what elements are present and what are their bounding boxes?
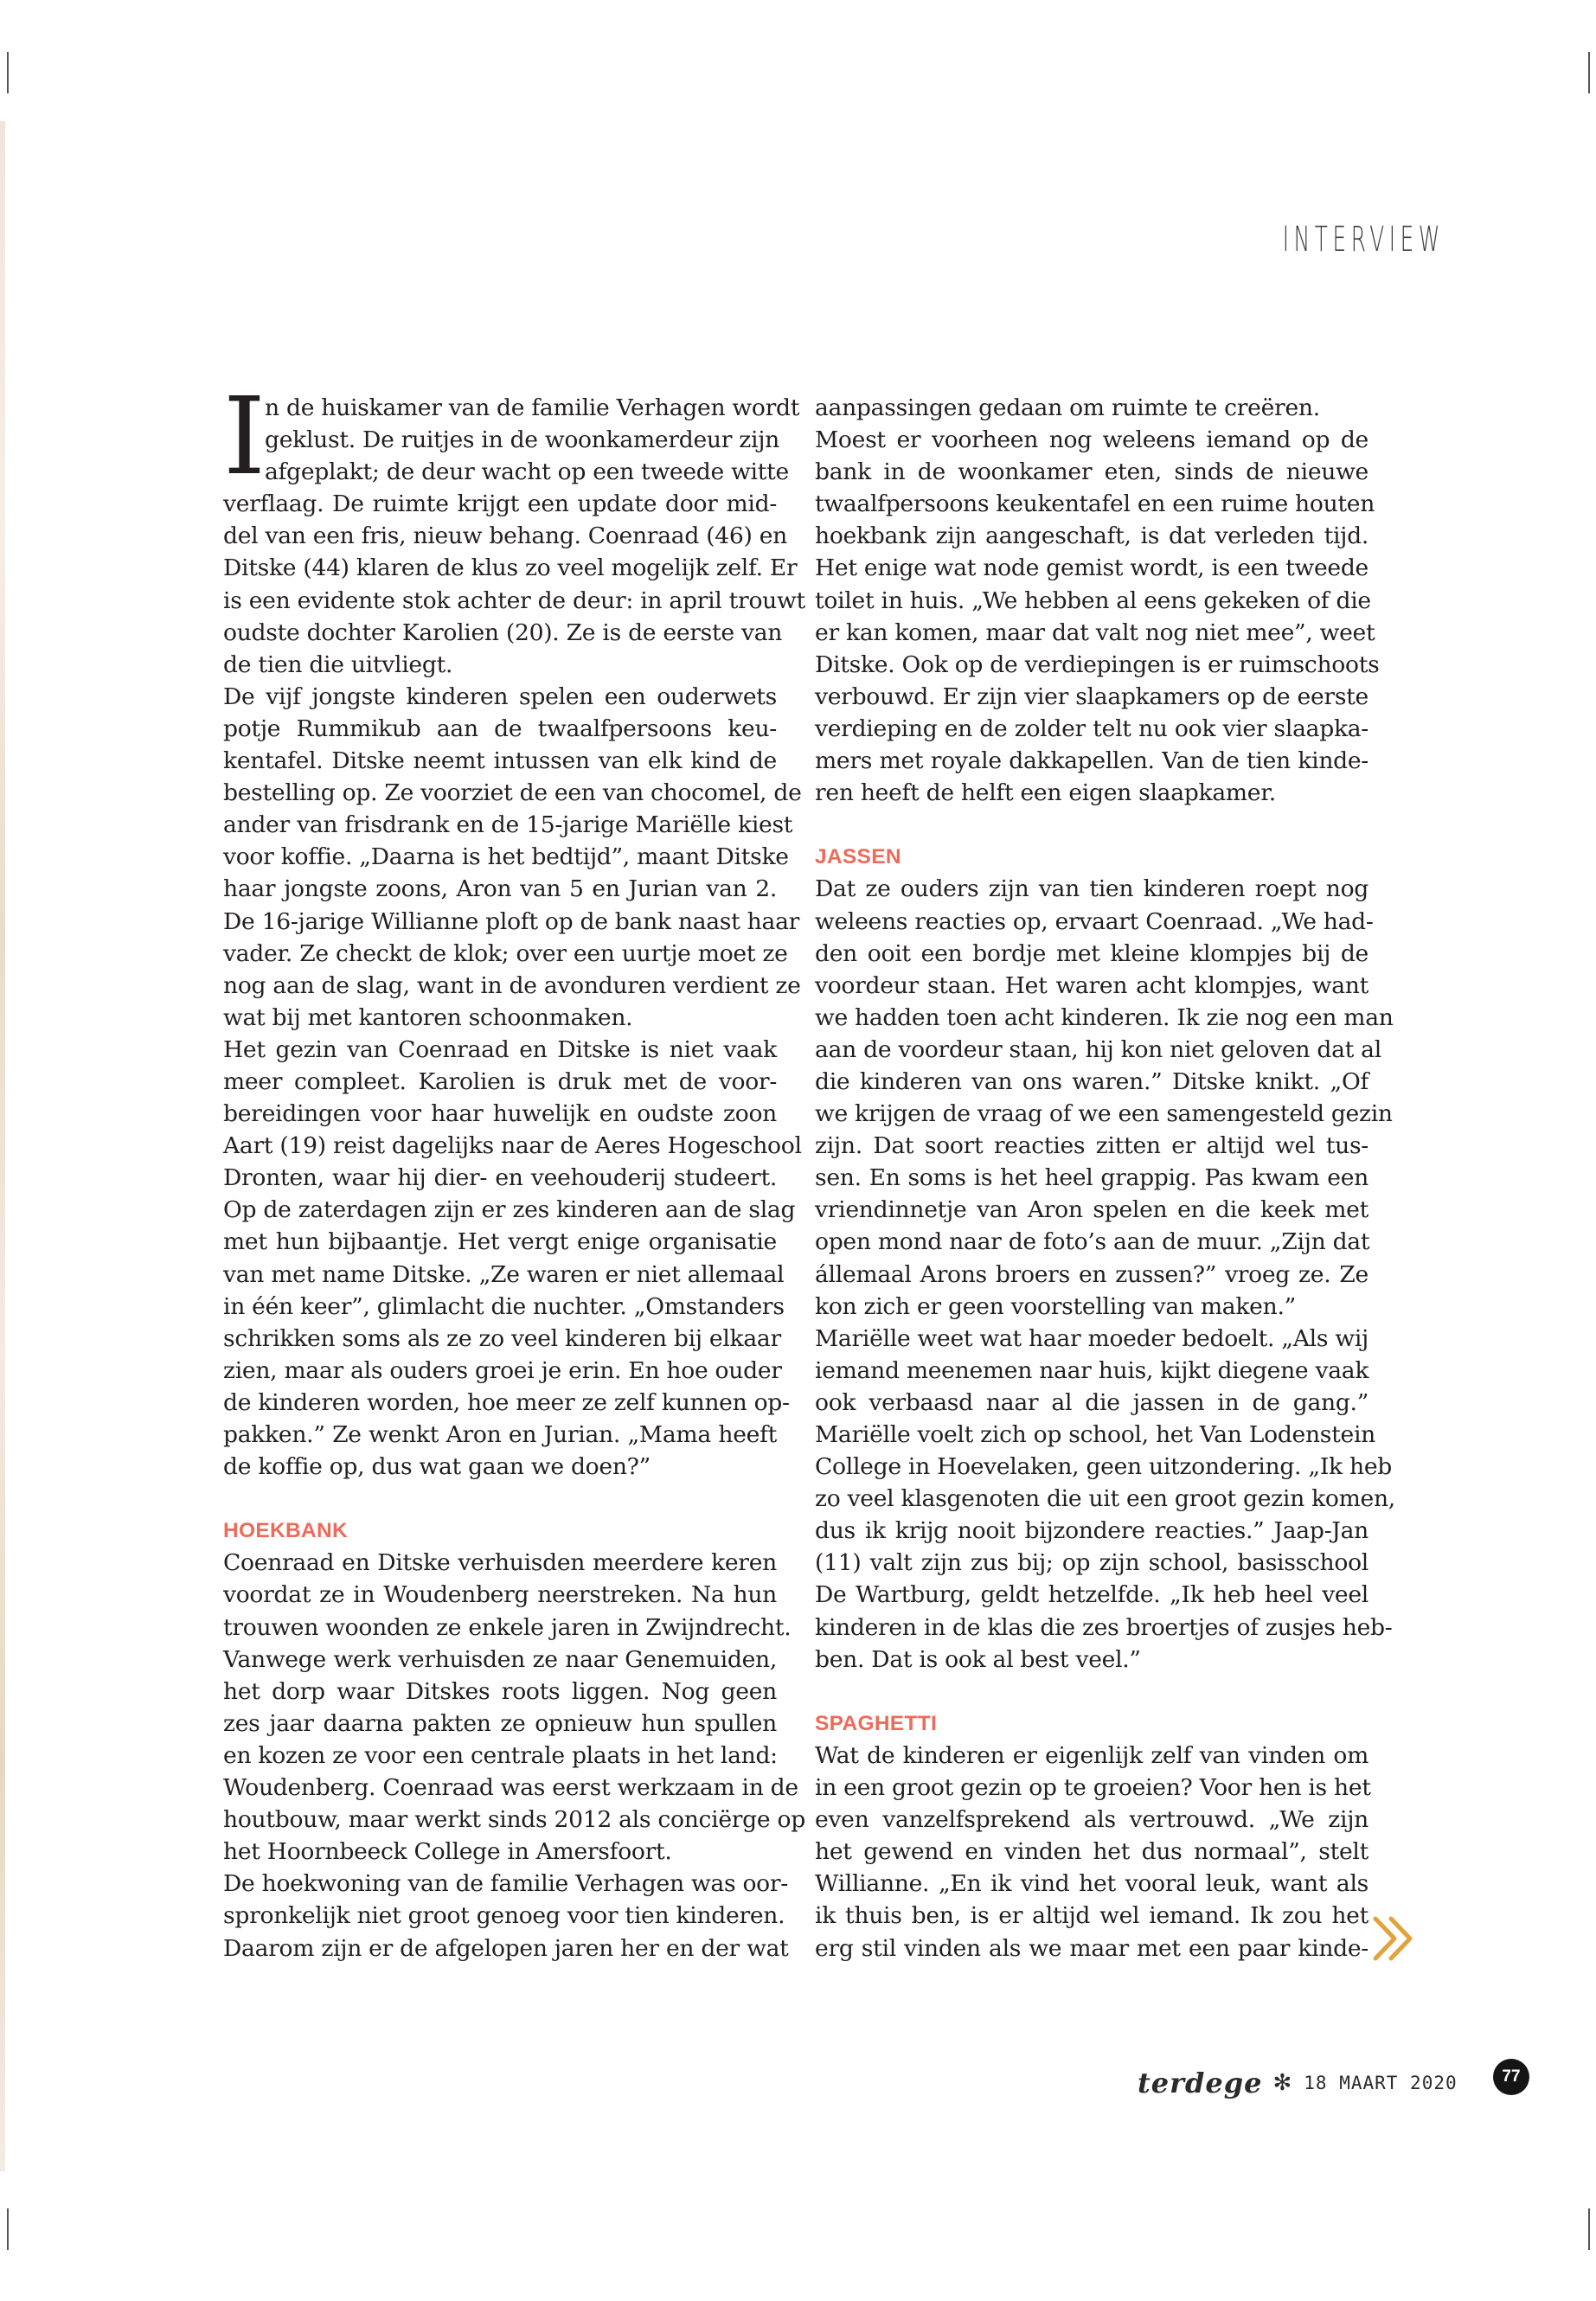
text-line: even vanzelfsprekend als vertrouwd. „We zijn bbox=[815, 1806, 1368, 1834]
page-number: 77 bbox=[1493, 2059, 1529, 2095]
text-line: de tien die uitvliegt. bbox=[223, 651, 453, 678]
text-line: er kan komen, maar dat valt nog niet mee”, weet bbox=[815, 619, 1375, 646]
text-line: die kinderen van ons waren.” Ditske knikt. „Of bbox=[815, 1067, 1368, 1095]
crop-mark-top-left bbox=[7, 52, 9, 93]
text-line: spronkelijk niet groot genoeg voor tien kinderen. bbox=[223, 1902, 785, 1930]
text-line: ik thuis ben, is er altijd wel iemand. Ik zou het bbox=[815, 1902, 1368, 1930]
text-line: open mond naar de foto’s aan de muur. „Zijn dat bbox=[815, 1228, 1370, 1256]
text-line: nog aan de slag, want in de avonduren verdient ze bbox=[223, 971, 801, 999]
text-line: del van een fris, nieuw behang. Coenraad (46) en bbox=[223, 522, 788, 550]
text-line: aanpassingen gedaan om ruimte te creëren. bbox=[815, 394, 1320, 421]
text-line: het gewend en vinden het dus normaal”, stelt bbox=[815, 1838, 1368, 1866]
text-line: verflaag. De ruimte krijgt een update door mid- bbox=[223, 490, 777, 518]
magazine-brand: terdege bbox=[1138, 2067, 1263, 2099]
text-line: ren heeft de helft een eigen slaapkamer. bbox=[815, 779, 1276, 807]
text-line: sen. En soms is het heel grappig. Pas kwam een bbox=[815, 1164, 1368, 1192]
text-line: Ditske (44) klaren de klus zo veel mogelijk zelf. Er bbox=[223, 554, 798, 582]
text-line: zijn. Dat soort reacties zitten er altijd wel tus- bbox=[815, 1132, 1368, 1160]
text-line: Moest er voorheen nog weleens iemand op de bbox=[815, 426, 1368, 454]
text-line: De vijf jongste kinderen spelen een ouderwets bbox=[223, 683, 777, 710]
text-line: mers met royale dakkapellen. Van de tien kinde- bbox=[815, 747, 1368, 775]
text-line: en kozen ze voor een centrale plaats in het land: bbox=[223, 1741, 778, 1769]
text-line: Het enige wat node gemist wordt, is een tweede bbox=[815, 554, 1368, 582]
text-line: we hadden toen acht kinderen. Ik zie nog een man bbox=[815, 1003, 1394, 1031]
text-line: verbouwd. Er zijn vier slaapkamers op de eerste bbox=[815, 683, 1368, 710]
text-line: kinderen in de klas die zes broertjes of zusjes heb- bbox=[815, 1613, 1393, 1641]
text-line: we krijgen de vraag of we een samengesteld gezin bbox=[815, 1100, 1393, 1128]
text-line: in één keer”, glimlacht die nuchter. „Omstanders bbox=[223, 1292, 785, 1320]
text-line: van met name Ditske. „Ze waren er niet allemaal bbox=[223, 1260, 785, 1288]
text-line: geklust. De ruitjes in de woonkamerdeur zijn bbox=[265, 426, 779, 454]
crop-mark-bottom-left bbox=[7, 2208, 9, 2250]
text-line: Coenraad en Ditske verhuisden meerdere keren bbox=[223, 1549, 777, 1577]
text-line: weleens reacties op, ervaart Coenraad. „We had- bbox=[815, 907, 1374, 935]
text-line: vader. Ze checkt de klok; over een uurtje moet ze bbox=[223, 939, 788, 967]
text-line: ander van frisdrank en de 15-jarige Mariëlle kiest bbox=[223, 811, 793, 839]
text-line: állemaal Arons broers en zussen?” vroeg ze. Ze bbox=[815, 1260, 1368, 1288]
text-line: bank in de woonkamer eten, sinds de nieuwe bbox=[815, 458, 1368, 486]
text-line: zo veel klasgenoten die uit een groot gezin komen, bbox=[815, 1485, 1395, 1513]
text-line: Wat de kinderen er eigenlijk zelf van vinden om bbox=[815, 1741, 1368, 1769]
text-line: Mariëlle weet wat haar moeder bedoelt. „Als wij bbox=[815, 1324, 1368, 1352]
text-line: met hun bijbaantje. Het vergt enige organisatie bbox=[223, 1228, 777, 1256]
text-line: College in Hoevelaken, geen uitzondering. „Ik heb bbox=[815, 1453, 1392, 1481]
text-line: Woudenberg. Coenraad was eerst werkzaam in de bbox=[223, 1774, 798, 1802]
text-line: schrikken soms als ze zo veel kinderen bij elkaar bbox=[223, 1324, 781, 1352]
text-line: het Hoornbeeck College in Amersfoort. bbox=[223, 1838, 672, 1866]
text-line: iemand meenemen naar huis, kijkt diegene vaak bbox=[815, 1356, 1369, 1384]
text-line: pakken.” Ze wenkt Aron en Jurian. „Mama heeft bbox=[223, 1421, 777, 1448]
text-line: ben. Dat is ook al best veel.” bbox=[815, 1645, 1141, 1673]
text-line: potje Rummikub aan de twaalfpersoons keu- bbox=[223, 715, 777, 742]
text-line: meer compleet. Karolien is druk met de voor- bbox=[223, 1067, 777, 1095]
text-line: erg stil vinden als we maar met een paar kinde- bbox=[815, 1934, 1368, 1962]
text-line: trouwen woonden ze enkele jaren in Zwijndrecht. bbox=[223, 1613, 792, 1641]
text-line: wat bij met kantoren schoonmaken. bbox=[223, 1003, 633, 1031]
text-line: voordat ze in Woudenberg neerstreken. Na hun bbox=[223, 1581, 777, 1609]
text-line: in een groot gezin op te groeien? Voor hen is het bbox=[815, 1774, 1371, 1802]
text-line: zes jaar daarna pakten ze opnieuw hun spullen bbox=[223, 1709, 777, 1737]
text-line: Aart (19) reist dagelijks naar de Aeres Hogeschool bbox=[223, 1132, 802, 1160]
text-line: Vanwege werk verhuisden ze naar Genemuiden, bbox=[223, 1645, 777, 1673]
article-column-right bbox=[815, 392, 1395, 1965]
text-line: Het gezin van Coenraad en Ditske is niet vaak bbox=[223, 1035, 777, 1063]
text-line: Op de zaterdagen zijn er zes kinderen aan de slag bbox=[223, 1196, 796, 1224]
page-footer bbox=[1138, 2057, 1458, 2109]
text-line: hoekbank zijn aangeschaft, is dat verleden tijd. bbox=[815, 522, 1368, 550]
section-label: INTERVIEW bbox=[1282, 220, 1445, 260]
text-line: aan de voordeur staan, hij kon niet geloven dat al bbox=[815, 1035, 1381, 1063]
section-heading: SPAGHETTI bbox=[815, 1711, 938, 1735]
text-line: houtbouw, maar werkt sinds 2012 als conciërge op bbox=[223, 1806, 805, 1834]
text-line: twaalfpersoons keukentafel en een ruime houten bbox=[815, 490, 1375, 518]
text-line: Mariëlle voelt zich op school, het Van Lodenstein bbox=[815, 1421, 1376, 1448]
text-line: Dronten, waar hij dier- en veehouderij studeert. bbox=[223, 1164, 777, 1192]
text-line: het dorp waar Ditskes roots liggen. Nog geen bbox=[223, 1677, 777, 1705]
text-line: Willianne. „En ik vind het vooral leuk, want als bbox=[815, 1870, 1368, 1898]
text-line: ook verbaasd naar al die jassen in de gang.” bbox=[815, 1388, 1368, 1416]
crop-mark-bottom-right bbox=[1588, 2208, 1590, 2250]
text-line: Ditske. Ook op de verdiepingen is er ruimschoots bbox=[815, 651, 1380, 678]
text-line: de kinderen worden, hoe meer ze zelf kunnen op- bbox=[223, 1388, 790, 1416]
text-line: De Wartburg, geldt hetzelfde. „Ik heb heel veel bbox=[815, 1581, 1368, 1609]
text-line: oudste dochter Karolien (20). Ze is de eerste van bbox=[223, 619, 783, 646]
text-line: Dat ze ouders zijn van tien kinderen roept nog bbox=[815, 875, 1368, 903]
chevron-right-icon bbox=[1375, 1919, 1394, 1958]
text-line: dus ik krijg nooit bijzondere reacties.” Jaap-Jan bbox=[815, 1517, 1368, 1545]
section-heading: JASSEN bbox=[815, 845, 901, 869]
text-line: haar jongste zoons, Aron van 5 en Jurian van 2. bbox=[223, 875, 777, 903]
double-chevron-right-icon bbox=[1368, 1913, 1419, 1967]
text-line: toilet in huis. „We hebben al eens gekeken of die bbox=[815, 586, 1371, 614]
paragraph-gap bbox=[815, 809, 1368, 841]
text-line: is een evidente stok achter de deur: in april trouwt bbox=[223, 586, 805, 614]
text-line: de koffie op, dus wat gaan we doen?” bbox=[223, 1453, 651, 1481]
text-line: (11) valt zijn zus bij; op zijn school, basisschool bbox=[815, 1549, 1368, 1577]
text-line: vriendinnetje van Aron spelen en die keek met bbox=[815, 1196, 1368, 1224]
text-line: bereidingen voor haar huwelijk en oudste zoon bbox=[223, 1100, 777, 1128]
article-column-left bbox=[223, 375, 805, 1965]
text-line: De 16-jarige Willianne ploft op de bank naast haar bbox=[223, 907, 800, 935]
text-line: verdieping en de zolder telt nu ook vier slaapka- bbox=[815, 715, 1368, 742]
page-edge-strip bbox=[0, 121, 5, 2171]
text-line: den ooit een bordje met kleine klompjes bij de bbox=[815, 939, 1368, 967]
text-line: bestelling op. Ze voorziet de een van chocomel, de bbox=[223, 779, 802, 807]
text-line: Daarom zijn er de afgelopen jaren her en der wat bbox=[223, 1934, 789, 1962]
text-line: De hoekwoning van de familie Verhagen was oor- bbox=[223, 1870, 788, 1898]
text-line: zien, maar als ouders groei je erin. En hoe ouder bbox=[223, 1356, 782, 1384]
paragraph-gap bbox=[223, 1483, 777, 1515]
paragraph-gap bbox=[815, 1676, 1368, 1708]
crop-mark-top-right bbox=[1588, 52, 1590, 93]
asterisk-icon: ✻ bbox=[1272, 2070, 1292, 2096]
text-line: kentafel. Ditske neemt intussen van elk kind de bbox=[223, 747, 777, 775]
issue-date: 18 MAART 2020 bbox=[1304, 2073, 1458, 2093]
section-heading: HOEKBANK bbox=[223, 1519, 348, 1543]
text-line: voordeur staan. Het waren acht klompjes, want bbox=[815, 971, 1368, 999]
text-line: kon zich er geen voorstelling van maken.” bbox=[815, 1292, 1296, 1320]
text-line: n de huiskamer van de familie Verhagen wordt bbox=[265, 394, 800, 421]
drop-cap: I bbox=[223, 375, 266, 499]
text-line: afgeplakt; de deur wacht op een tweede witte bbox=[265, 458, 789, 486]
text-line: voor koffie. „Daarna is het bedtijd”, maant Ditske bbox=[223, 843, 789, 871]
